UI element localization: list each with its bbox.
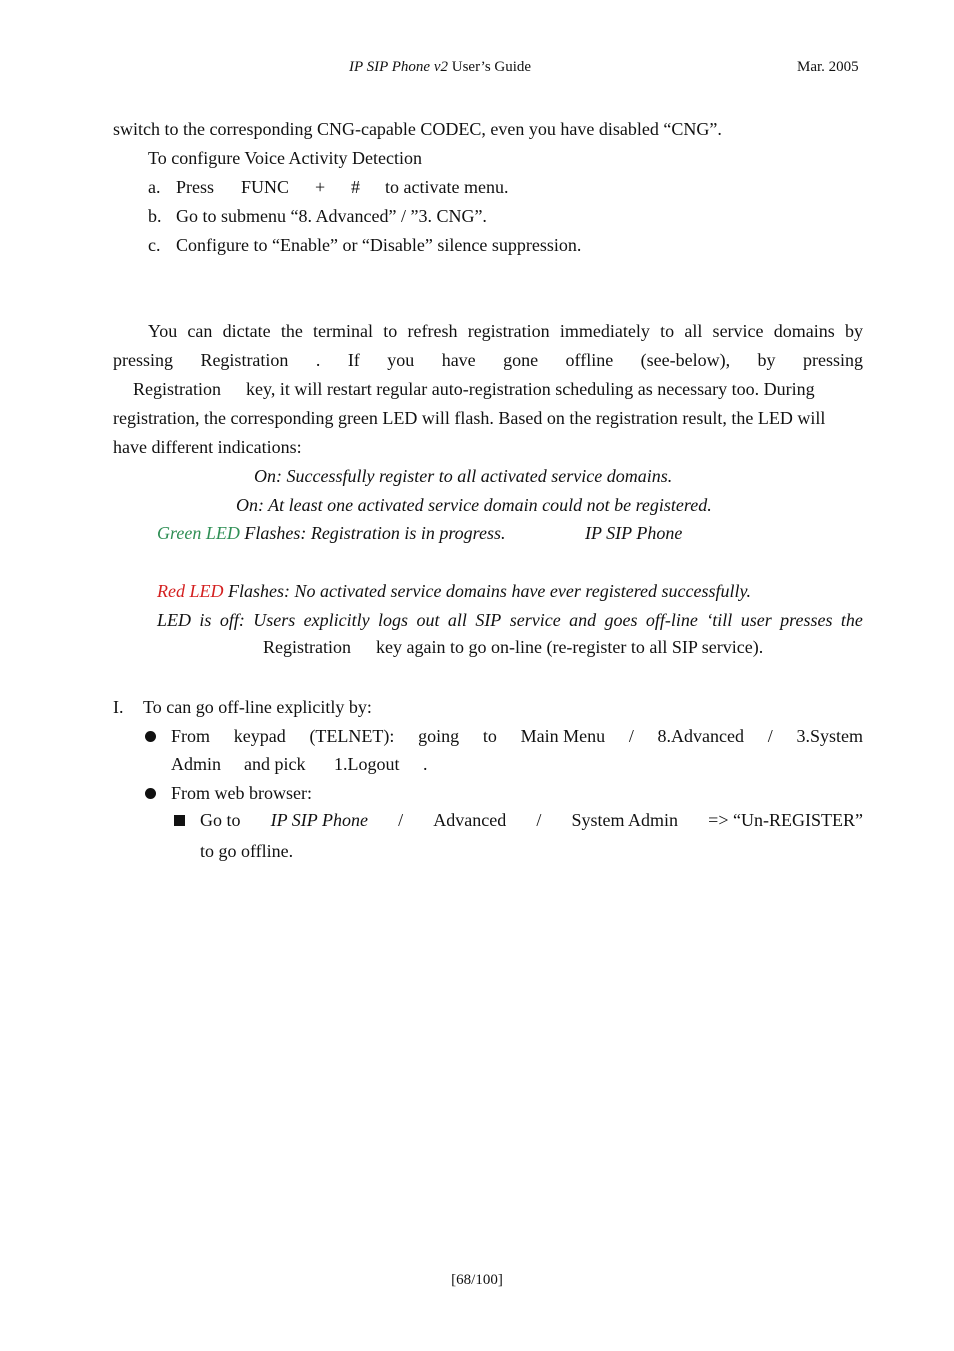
w: / <box>536 810 542 830</box>
header-guide: User’s Guide <box>451 59 532 75</box>
web-system-admin: System Admin <box>571 810 679 830</box>
w: (see-below), <box>640 350 731 370</box>
off-rest: key again to go on-line (re-register to all SIP service). <box>376 637 764 657</box>
keypad-line2-d: . <box>423 754 428 774</box>
w: off: <box>219 610 245 630</box>
offline-marker: I. <box>113 697 124 717</box>
w: LED <box>157 610 192 630</box>
w: / <box>628 726 634 746</box>
step-a-press: Press <box>176 177 215 197</box>
w: to <box>482 726 497 746</box>
web-ipsip: IP SIP Phone <box>270 810 368 830</box>
w: / <box>767 726 773 746</box>
w: you <box>387 350 415 370</box>
w: off-line <box>645 610 698 630</box>
header-product: IP SIP Phone v2 <box>349 59 449 75</box>
green-tail: IP SIP Phone <box>585 523 683 543</box>
red-led-label: Red LED <box>157 581 224 601</box>
menu-admin: Admin <box>171 754 222 774</box>
w: explicitly <box>303 610 370 630</box>
w: SIP <box>475 610 502 630</box>
square-bullet-icon <box>174 815 185 826</box>
step-a-marker: a. <box>148 177 161 197</box>
header-date: Mar. 2005 <box>797 59 859 75</box>
w: pressing <box>802 350 863 370</box>
w: / <box>398 810 404 830</box>
reg-line5: have different indications: <box>113 437 302 457</box>
w: is <box>199 610 212 630</box>
step-c-marker: c. <box>148 235 161 255</box>
keypad-line2-b: and pick <box>244 754 306 774</box>
key-registration-3: Registration <box>263 637 351 657</box>
web-line2: to go offline. <box>200 841 294 861</box>
w: keypad <box>233 726 286 746</box>
key-hash: # <box>351 177 360 197</box>
indication-red <box>157 581 751 602</box>
web-advanced: Advanced <box>433 810 507 830</box>
w: From <box>171 726 211 746</box>
reg-line1 <box>148 321 863 342</box>
key-func: FUNC <box>241 177 290 197</box>
key-registration-2: Registration <box>133 379 221 399</box>
step-c-text: Configure to “Enable” or “Disable” silence suppression. <box>176 235 582 255</box>
w: goes <box>604 610 638 630</box>
reg-line1-text: You can dictate the terminal to refresh registration immediately to all service domains by <box>148 321 863 341</box>
w: gone <box>503 350 539 370</box>
step-b-marker: b. <box>148 206 162 226</box>
w: all <box>447 610 467 630</box>
configure-title: To configure Voice Activity Detection <box>148 148 423 168</box>
w: logs <box>378 610 409 630</box>
offline-title: To can go off-line explicitly by: <box>143 697 372 717</box>
w: service <box>509 610 561 630</box>
plus-sign: + <box>315 177 326 197</box>
green-led-text: Flashes: Registration is in progress. <box>239 523 506 543</box>
reg-line3-rest: key, it will restart regular auto-registration scheduling as necessary too. During <box>246 379 815 399</box>
w: Go to <box>200 810 241 830</box>
indication-off <box>157 610 863 631</box>
menu-main: Main Menu <box>520 726 606 746</box>
indication-on-success: On: Successfully register to all activated service domains. <box>254 466 673 486</box>
cng-continuation: switch to the corresponding CNG-capable CODEC, even you have disabled “CNG”. <box>113 119 722 139</box>
page-header <box>349 59 531 76</box>
w: user <box>740 610 772 630</box>
step-a-rest: to activate menu. <box>385 177 509 197</box>
w: out <box>416 610 440 630</box>
page-number: [68/100] <box>451 1272 503 1288</box>
w: the <box>840 610 863 630</box>
w: pressing <box>113 350 173 370</box>
w: presses <box>780 610 833 630</box>
w: and <box>569 610 597 630</box>
indication-green <box>157 523 506 544</box>
w: ‘till <box>706 610 733 630</box>
bullet-icon <box>145 788 156 799</box>
web-title: From web browser: <box>171 783 312 803</box>
w: . <box>315 350 321 370</box>
w: (TELNET): <box>309 726 395 746</box>
w: by <box>757 350 776 370</box>
menu-logout: 1.Logout <box>334 754 400 774</box>
w: going <box>418 726 460 746</box>
w: If <box>347 350 360 370</box>
reg-line4: registration, the corresponding green LED will flash. Based on the registration result, the LED will <box>113 408 826 428</box>
web-line1 <box>200 810 863 831</box>
green-led-label: Green LED <box>157 523 240 543</box>
w: offline <box>565 350 614 370</box>
menu-advanced: 8.Advanced <box>657 726 745 746</box>
w: => “Un-REGISTER” <box>708 810 863 830</box>
w: Users <box>253 610 296 630</box>
bullet-icon <box>145 731 156 742</box>
menu-system: 3.System <box>796 726 863 746</box>
key-registration: Registration <box>200 350 289 370</box>
step-b-text: Go to submenu “8. Advanced” / ”3. CNG”. <box>176 206 487 226</box>
w: have <box>441 350 476 370</box>
red-led-text: Flashes: No activated service domains have ever registered successfully. <box>223 581 752 601</box>
reg-line2 <box>113 350 863 371</box>
indication-on-partial: On: At least one activated service domain could not be registered. <box>236 495 712 515</box>
keypad-line1 <box>171 726 863 747</box>
